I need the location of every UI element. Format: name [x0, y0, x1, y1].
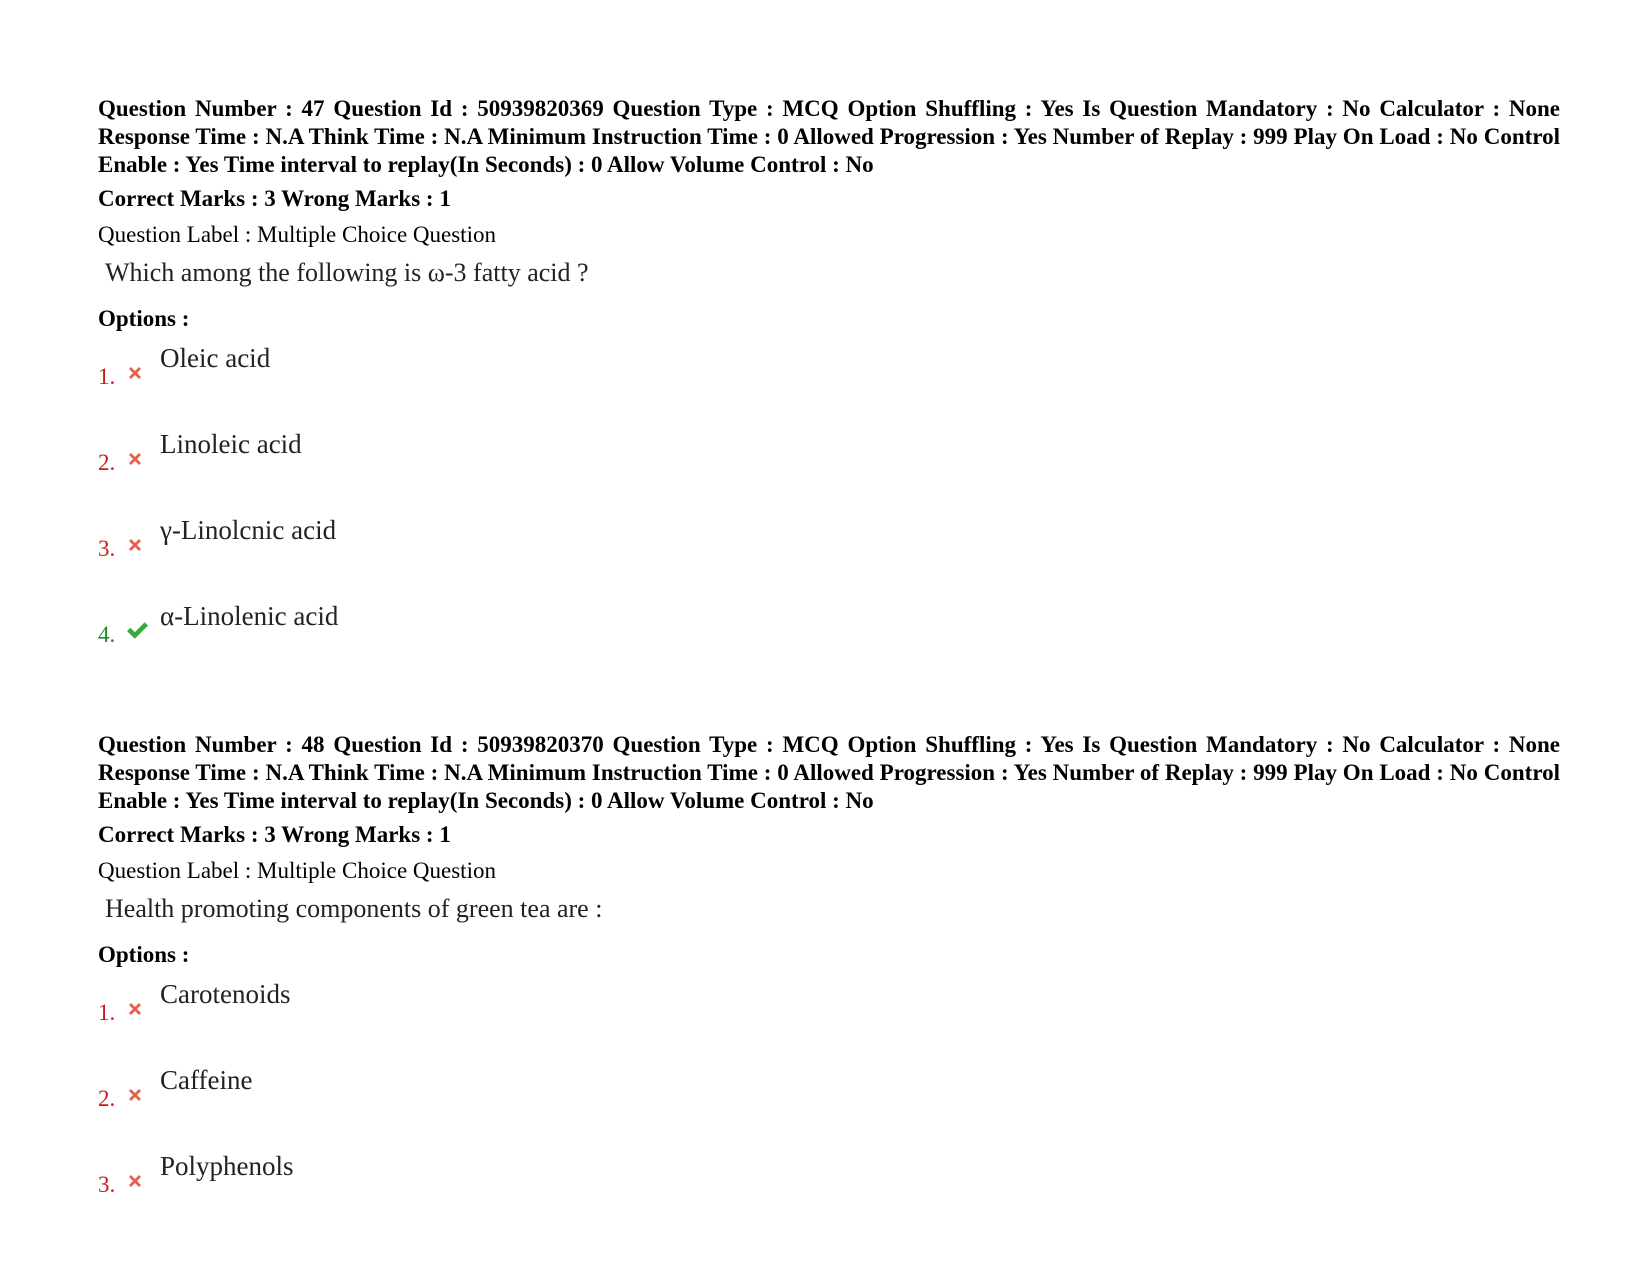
- option-text: α-Linolenic acid: [160, 601, 339, 631]
- option-number: 2.: [98, 1086, 116, 1111]
- option-text: Caffeine: [160, 1065, 253, 1095]
- options-heading: Options :: [98, 942, 190, 967]
- option-number: 1.: [98, 1000, 116, 1025]
- option-text: Linoleic acid: [160, 429, 302, 459]
- option-number: 1.: [98, 364, 116, 389]
- option-number: 3.: [98, 1172, 116, 1197]
- question-text: Health promoting components of green tea are :: [105, 894, 603, 923]
- check-icon: [125, 619, 149, 641]
- option-text: Oleic acid: [160, 343, 271, 373]
- option-item: [98, 513, 1560, 599]
- question-label: Question Label : Multiple Choice Question: [98, 222, 496, 247]
- cross-icon: [125, 535, 145, 555]
- question-label: Question Label : Multiple Choice Question: [98, 858, 496, 883]
- question-meta: Question Number : 48 Question Id : 50939820370 Question Type : MCQ Option Shuffling : Yes Is Question Mandatory : No Calculator : None Response Time : N.A Think Time : N.A Minimum Instruction Time : 0 Allowed Progression : Yes Number of Replay : 999 Play On Load : No Control Enable : Yes Time interval to replay(In Seconds) : 0 Allow Volume Control : No: [98, 732, 1560, 813]
- cross-icon: [125, 449, 145, 469]
- options-heading: Options :: [98, 306, 190, 331]
- question-block: [98, 95, 1560, 685]
- option-number: 4.: [98, 622, 116, 647]
- option-item: [98, 341, 1560, 427]
- question-text: Which among the following is ω-3 fatty acid ?: [105, 258, 589, 287]
- option-item: [98, 1063, 1560, 1149]
- cross-icon: [125, 1171, 145, 1191]
- option-number: 2.: [98, 450, 116, 475]
- option-text: Carotenoids: [160, 979, 291, 1009]
- question-meta: Question Number : 47 Question Id : 50939820369 Question Type : MCQ Option Shuffling : Yes Is Question Mandatory : No Calculator : None Response Time : N.A Think Time : N.A Minimum Instruction Time : 0 Allowed Progression : Yes Number of Replay : 999 Play On Load : No Control Enable : Yes Time interval to replay(In Seconds) : 0 Allow Volume Control : No: [98, 96, 1560, 177]
- option-item: [98, 427, 1560, 513]
- options-list: [98, 977, 1560, 1235]
- option-item: [98, 599, 1560, 685]
- cross-icon: [125, 1085, 145, 1105]
- option-item: [98, 1149, 1560, 1235]
- cross-icon: [125, 999, 145, 1019]
- option-number: 3.: [98, 536, 116, 561]
- option-item: [98, 977, 1560, 1063]
- option-text: Polyphenols: [160, 1151, 294, 1181]
- option-text: γ-Linolcnic acid: [160, 515, 337, 545]
- options-list: [98, 341, 1560, 685]
- cross-icon: [125, 363, 145, 383]
- question-block: [98, 731, 1560, 1235]
- question-marks: Correct Marks : 3 Wrong Marks : 1: [98, 186, 451, 211]
- question-marks: Correct Marks : 3 Wrong Marks : 1: [98, 822, 451, 847]
